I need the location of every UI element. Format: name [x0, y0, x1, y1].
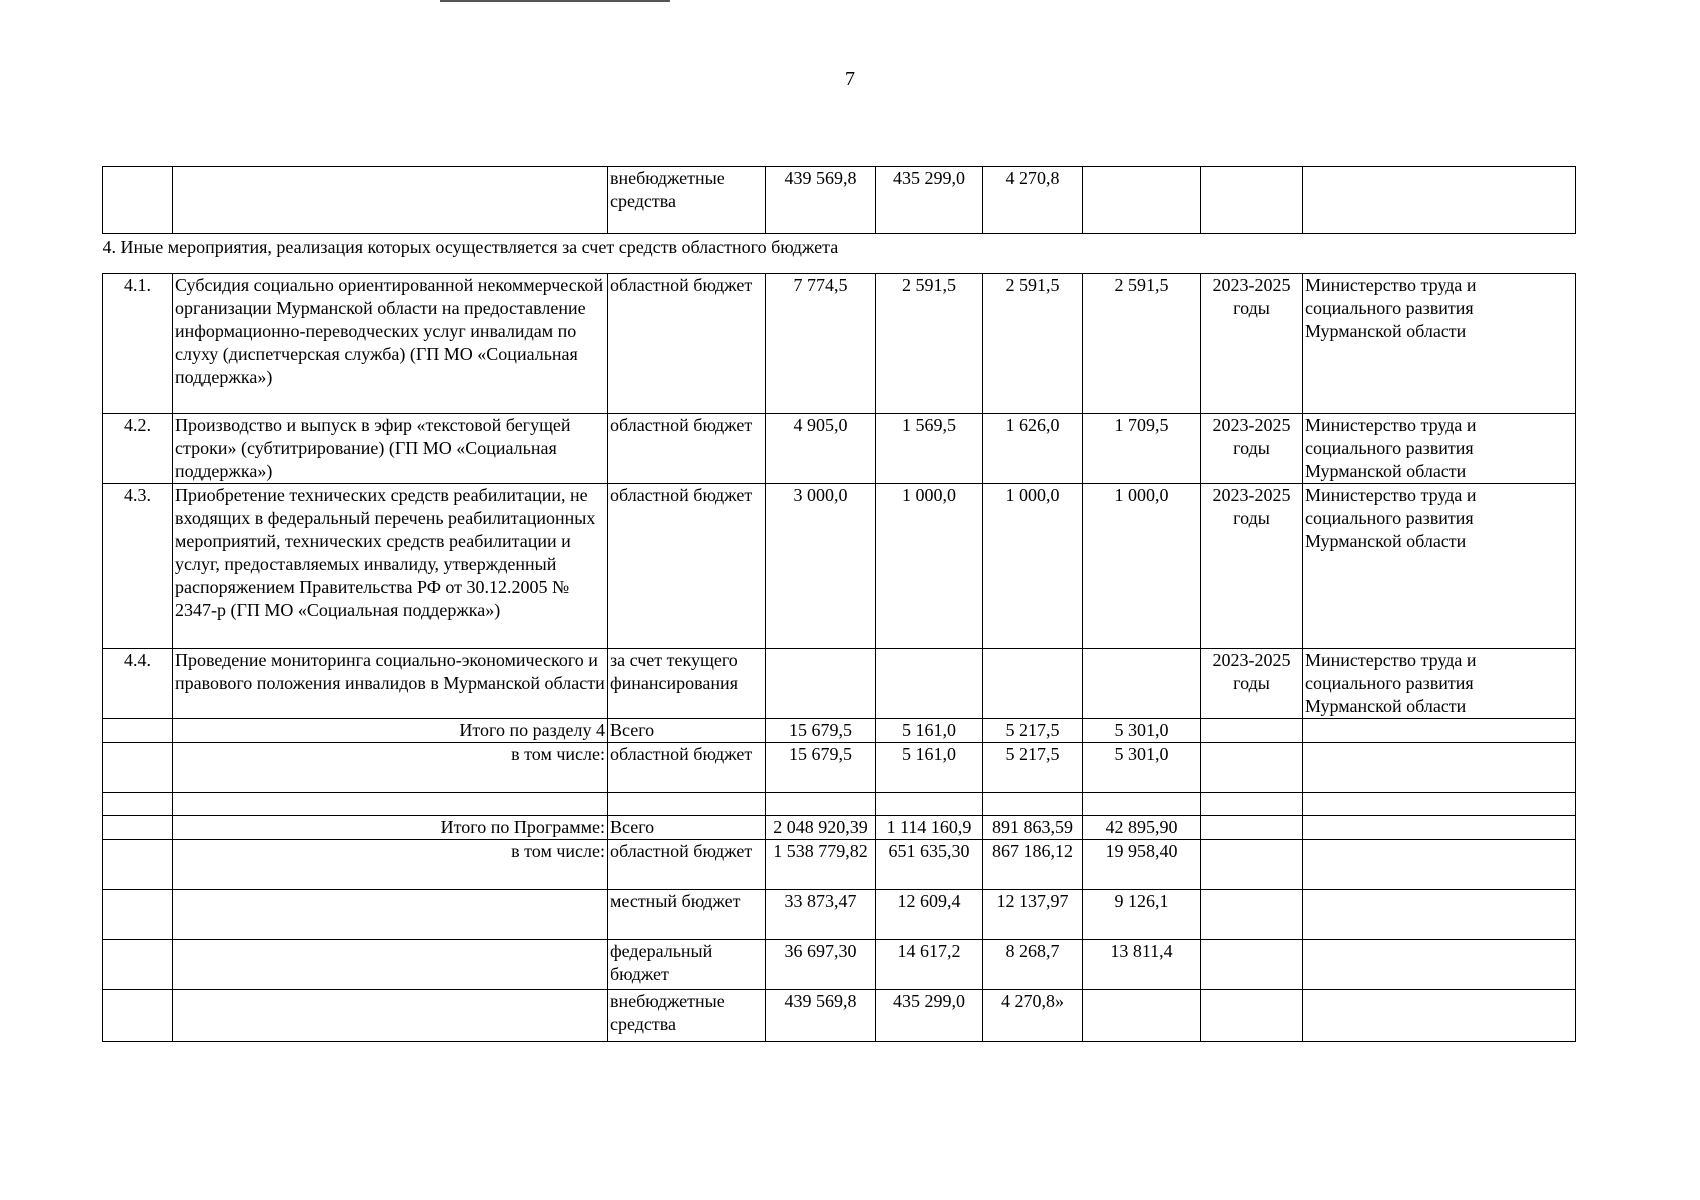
empty-cell — [103, 840, 173, 890]
row-number — [103, 167, 173, 234]
table-row — [103, 167, 1576, 234]
activity-name: Проведение мониторинга социально-экономического и правового положения инвалидов в Мурманской области — [173, 649, 608, 719]
value-2025 — [1083, 990, 1201, 1042]
value-2023: 2 591,5 — [876, 274, 983, 414]
value-2024: 5 217,5 — [983, 743, 1083, 793]
value-2023: 12 609,4 — [876, 890, 983, 940]
empty-cell — [983, 793, 1083, 816]
value-2024: 2 591,5 — [983, 274, 1083, 414]
total-value: 36 697,30 — [766, 940, 876, 990]
empty-cell — [103, 940, 173, 990]
empty-cell — [1083, 793, 1201, 816]
value-2024: 12 137,97 — [983, 890, 1083, 940]
funding-source: областной бюджет — [608, 414, 766, 484]
executor — [1303, 167, 1576, 234]
empty-cell — [103, 816, 173, 840]
total-value: 3 000,0 — [766, 484, 876, 649]
funding-source: федеральный бюджет — [608, 940, 766, 990]
funding-source: Всего — [608, 816, 766, 840]
section-title: 4. Иные мероприятия, реализация которых осуществляется за счет средств областного бюджета — [103, 234, 1576, 274]
value-2023: 5 161,0 — [876, 719, 983, 743]
value-2025: 5 301,0 — [1083, 743, 1201, 793]
total-value: 7 774,5 — [766, 274, 876, 414]
spacer-row — [103, 793, 1576, 816]
period: 2023-2025 годы — [1201, 649, 1303, 719]
section-total-row — [103, 719, 1576, 743]
empty-cell — [103, 890, 173, 940]
executor: Министерство труда и социального развития Мурманской области — [1303, 414, 1576, 484]
value-2024: 4 270,8» — [983, 990, 1083, 1042]
total-label — [173, 940, 608, 990]
row-number: 4.2. — [103, 414, 173, 484]
empty-cell — [1201, 840, 1303, 890]
empty-cell — [103, 990, 173, 1042]
activity-name: Приобретение технических средств реабилитации, не входящих в федеральный перечень реабилитационных мероприятий, технических средств реабилитации и услуг, предоставляемых инвалиду, утвержденный распоряжением Правительства РФ от 30.12.2005 № 2347-р (ГП МО «Социальная поддержка») — [173, 484, 608, 649]
empty-cell — [1303, 743, 1576, 793]
value-2025: 42 895,90 — [1083, 816, 1201, 840]
total-label: Итого по Программе: — [173, 816, 608, 840]
executor: Министерство труда и социального развития Мурманской области — [1303, 649, 1576, 719]
funding-source: областной бюджет — [608, 274, 766, 414]
value-2023: 1 569,5 — [876, 414, 983, 484]
program-total-row — [103, 940, 1576, 990]
activity-name: Производство и выпуск в эфир «текстовой бегущей строки» (субтитрирование) (ГП МО «Социальная поддержка») — [173, 414, 608, 484]
empty-cell — [1201, 743, 1303, 793]
value-2024: 1 000,0 — [983, 484, 1083, 649]
empty-cell — [1303, 816, 1576, 840]
total-value: 1 538 779,82 — [766, 840, 876, 890]
empty-cell — [608, 793, 766, 816]
empty-cell — [173, 793, 608, 816]
value-2025: 1 000,0 — [1083, 484, 1201, 649]
activity-name: Субсидия социально ориентированной некоммерческой организации Мурманской области на предоставление информационно-переводческих услуг инвалидам по слуху (диспетчерская служба) (ГП МО «Социальная поддержка») — [173, 274, 608, 414]
funding-source: областной бюджет — [608, 840, 766, 890]
empty-cell — [1303, 990, 1576, 1042]
table-row — [103, 484, 1576, 649]
empty-cell — [876, 793, 983, 816]
empty-cell — [103, 743, 173, 793]
scan-artifact-line — [440, 0, 670, 2]
program-total-row — [103, 990, 1576, 1042]
value-2024: 1 626,0 — [983, 414, 1083, 484]
value-2023: 651 635,30 — [876, 840, 983, 890]
value-2023: 5 161,0 — [876, 743, 983, 793]
total-value: 2 048 920,39 — [766, 816, 876, 840]
funding-source: Всего — [608, 719, 766, 743]
program-table — [102, 166, 1576, 1042]
empty-cell — [1303, 840, 1576, 890]
period — [1201, 167, 1303, 234]
row-number: 4.3. — [103, 484, 173, 649]
value-2025: 13 811,4 — [1083, 940, 1201, 990]
section-title-row — [103, 234, 1576, 274]
total-value: 439 569,8 — [766, 167, 876, 234]
value-2024: 891 863,59 — [983, 816, 1083, 840]
total-value: 15 679,5 — [766, 719, 876, 743]
value-2024: 867 186,12 — [983, 840, 1083, 890]
funding-source: за счет текущего финансирования — [608, 649, 766, 719]
empty-cell — [1201, 793, 1303, 816]
program-total-row — [103, 816, 1576, 840]
value-2023: 1 114 160,9 — [876, 816, 983, 840]
empty-cell — [1201, 990, 1303, 1042]
program-total-row — [103, 840, 1576, 890]
value-2025: 9 126,1 — [1083, 890, 1201, 940]
activity-name — [173, 167, 608, 234]
executor: Министерство труда и социального развития Мурманской области — [1303, 484, 1576, 649]
funding-source: внебюджетные средства — [608, 990, 766, 1042]
table-row — [103, 274, 1576, 414]
total-value: 15 679,5 — [766, 743, 876, 793]
period: 2023-2025 годы — [1201, 274, 1303, 414]
total-value: 33 873,47 — [766, 890, 876, 940]
total-value: 4 905,0 — [766, 414, 876, 484]
value-2023: 435 299,0 — [876, 990, 983, 1042]
empty-cell — [1303, 940, 1576, 990]
empty-cell — [1303, 793, 1576, 816]
empty-cell — [1303, 719, 1576, 743]
empty-cell — [103, 793, 173, 816]
value-2023: 1 000,0 — [876, 484, 983, 649]
funding-source: областной бюджет — [608, 743, 766, 793]
empty-cell — [1201, 719, 1303, 743]
value-2024 — [983, 649, 1083, 719]
empty-cell — [1303, 890, 1576, 940]
table-row — [103, 414, 1576, 484]
value-2023: 14 617,2 — [876, 940, 983, 990]
funding-source: местный бюджет — [608, 890, 766, 940]
value-2025: 5 301,0 — [1083, 719, 1201, 743]
value-2023 — [876, 649, 983, 719]
empty-cell — [1201, 940, 1303, 990]
total-label: в том числе: — [173, 743, 608, 793]
value-2023: 435 299,0 — [876, 167, 983, 234]
total-label — [173, 890, 608, 940]
page-number: 7 — [845, 68, 855, 90]
section-total-row — [103, 743, 1576, 793]
total-label: в том числе: — [173, 840, 608, 890]
value-2025 — [1083, 649, 1201, 719]
value-2025: 2 591,5 — [1083, 274, 1201, 414]
value-2024: 4 270,8 — [983, 167, 1083, 234]
period: 2023-2025 годы — [1201, 414, 1303, 484]
value-2024: 5 217,5 — [983, 719, 1083, 743]
empty-cell — [1201, 890, 1303, 940]
executor: Министерство труда и социального развития Мурманской области — [1303, 274, 1576, 414]
empty-cell — [766, 793, 876, 816]
total-label: Итого по разделу 4 — [173, 719, 608, 743]
funding-source: областной бюджет — [608, 484, 766, 649]
value-2025 — [1083, 167, 1201, 234]
value-2024: 8 268,7 — [983, 940, 1083, 990]
table-row — [103, 649, 1576, 719]
value-2025: 19 958,40 — [1083, 840, 1201, 890]
total-value: 439 569,8 — [766, 990, 876, 1042]
empty-cell — [103, 719, 173, 743]
value-2025: 1 709,5 — [1083, 414, 1201, 484]
total-label — [173, 990, 608, 1042]
table-body — [103, 167, 1576, 1042]
program-total-row — [103, 890, 1576, 940]
period: 2023-2025 годы — [1201, 484, 1303, 649]
row-number: 4.4. — [103, 649, 173, 719]
empty-cell — [1201, 816, 1303, 840]
funding-source: внебюджетные средства — [608, 167, 766, 234]
row-number: 4.1. — [103, 274, 173, 414]
total-value — [766, 649, 876, 719]
